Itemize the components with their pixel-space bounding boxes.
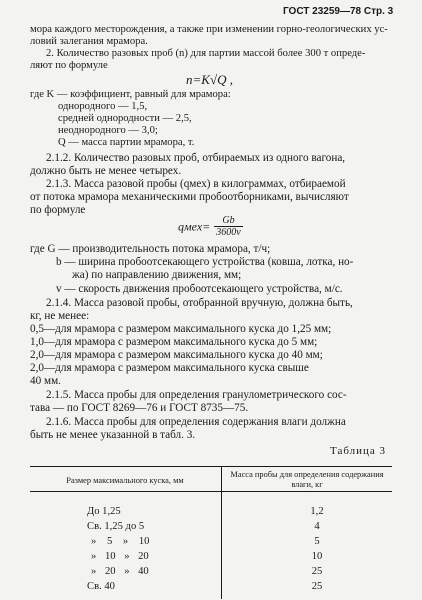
formula-q-fraction [214, 216, 242, 238]
text-line: средней однородности — 2,5, [58, 113, 192, 124]
table-header-mass-1: Масса пробы для определения содержания [230, 470, 384, 479]
text-line: 2. Количество разовых проб (n) для партии массой более 300 т опреде- [46, 48, 366, 59]
table-header-mass-2: влаги, кг [291, 480, 323, 489]
text-line: b — ширина пробоотсекающего устройства (ковша, лотка, но- [56, 256, 354, 268]
text-line: где K — коэффициент, равный для мрамора: [30, 89, 231, 100]
table-cell-size: До 1,25 [87, 506, 121, 517]
text-line: Q — масса партии мрамора, т. [58, 137, 195, 148]
text-line: 40 мм. [30, 375, 61, 387]
formula-q-left: qмех= [178, 219, 211, 234]
table-cell-mass: 5 [314, 536, 320, 547]
text-line: по формуле [30, 204, 86, 216]
text-line: 0,5—для мрамора с размером максимального куска до 1,25 мм; [30, 323, 332, 335]
text-line: v — скорость движения пробоотсекающего устройства, м/с. [56, 283, 343, 295]
text-line: ляют по формуле [30, 60, 108, 71]
text-line: мора каждого месторождения, а также при изменении горно-геологических ус- [30, 24, 388, 35]
table-header-size: Размер максимального куска, мм [66, 476, 184, 485]
text-line: 2.1.4. Масса разовой пробы, отобранной вручную, должна быть, [46, 297, 353, 309]
table-top-border [30, 466, 392, 467]
text-line: тава — по ГОСТ 8269—76 и ГОСТ 8735—75. [30, 402, 249, 414]
table-cell-mass: 25 [311, 566, 323, 577]
text-line: где G — производительность потока мрамора, т/ч; [30, 243, 271, 255]
text-line: 1,0—для мрамора с размером максимального куска до 5 мм; [30, 336, 318, 348]
text-line: от потока мрамора механическими пробоотборниками, вычисляют [30, 191, 349, 203]
text-line: однородного — 1,5, [58, 101, 148, 112]
table-header-border [30, 491, 392, 492]
table-cell-mass: 25 [311, 581, 323, 592]
text-line: 2.1.3. Масса разовой пробы (qмех) в килограммах, отбираемой [46, 178, 346, 190]
text-line: должно быть не менее четырех. [30, 165, 182, 177]
table-cell-size: » 10 » 20 [91, 551, 149, 562]
formula-q-denominator: 3600v [216, 227, 241, 238]
text-line: ловий залегания мрамора. [30, 36, 148, 47]
table-cell-size: Св. 1,25 до 5 [87, 521, 145, 532]
table-cell-size: » 5 » 10 [91, 536, 150, 547]
text-line: быть не менее указанной в табл. 3. [30, 429, 196, 441]
text-line: 2.1.6. Масса пробы для определения содержания влаги должна [46, 416, 346, 428]
text-line: жа) по направлению движения, мм; [72, 269, 242, 281]
table-cell-size: » 20 » 40 [91, 566, 149, 577]
table-cell-size: Св. 40 [87, 581, 115, 592]
table-cell-mass: 4 [314, 521, 320, 532]
formula-q [178, 216, 243, 238]
text-line: 2.1.5. Масса пробы для определения гранулометрического сос- [46, 389, 347, 401]
text-line: 2,0—для мрамора с размером максимального куска до 40 мм; [30, 349, 323, 361]
text-line: 2,0—для мрамора с размером максимального куска свыше [30, 362, 309, 374]
text-line: кг, не менее: [30, 310, 90, 322]
formula-q-numerator: Gb [222, 215, 235, 226]
text-line: 2.1.2. Количество разовых проб, отбираемых из одного вагона, [46, 152, 346, 164]
table-caption: Таблица 3 [330, 445, 387, 457]
text-line: неоднородного — 3,0; [58, 125, 158, 136]
page-header: ГОСТ 23259—78 Стр. 3 [283, 6, 394, 17]
formula-n: n=K√Q , [186, 72, 233, 87]
table-cell-mass: 10 [311, 551, 323, 562]
table-cell-mass: 1,2 [310, 506, 324, 517]
